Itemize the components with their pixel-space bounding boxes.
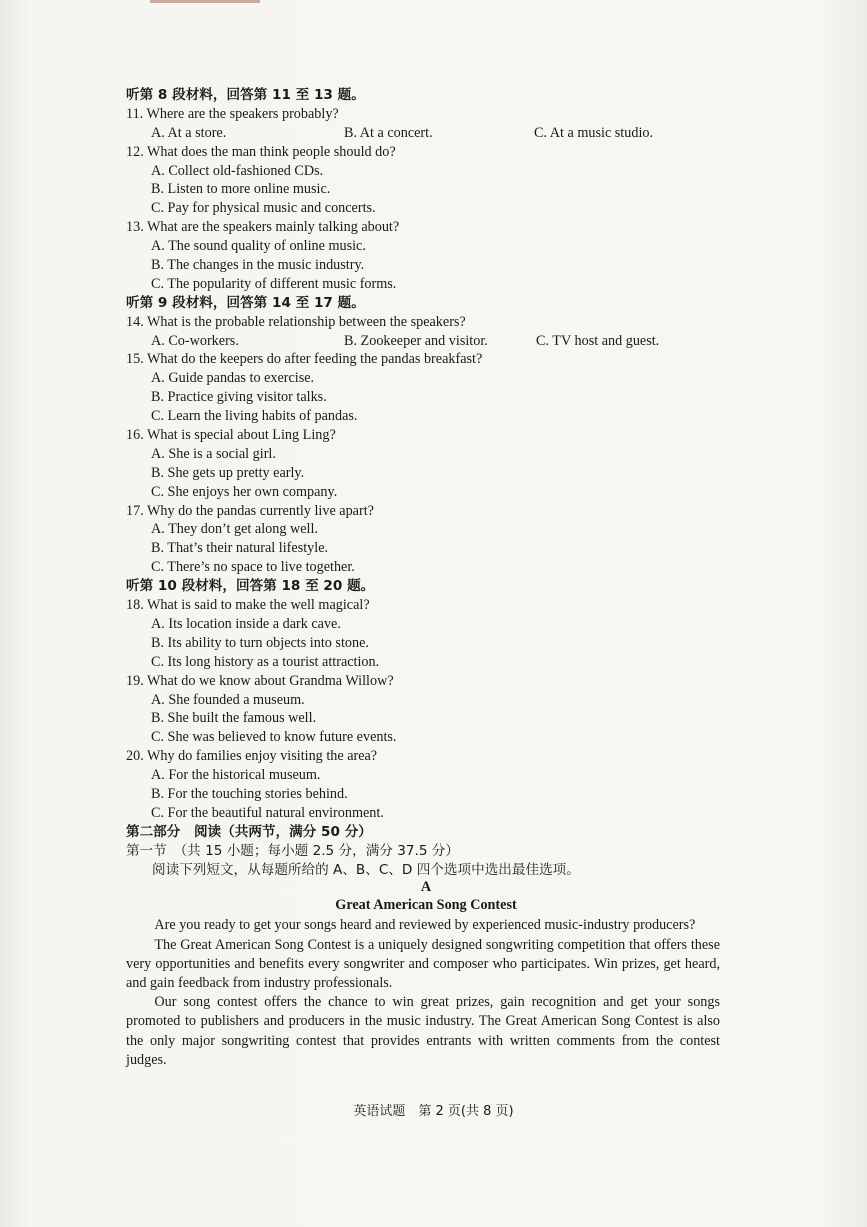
question-18-stem: 18. What is said to make the well magical? <box>126 597 370 614</box>
option-a: A. Its location inside a dark cave. <box>151 615 341 632</box>
page-footer: 英语试题 第 2 页(共 8 页) <box>353 1104 514 1119</box>
question-14-options <box>126 332 726 351</box>
question-11-options <box>126 124 726 143</box>
passage-paragraph-1: Are you ready to get your songs heard and reviewed by experienced music-industry producers? <box>154 917 696 934</box>
option-c: C. She enjoys her own company. <box>151 483 338 500</box>
question-19-stem: 19. What do we know about Grandma Willow? <box>126 672 394 689</box>
option-b: B. For the touching stories behind. <box>151 785 348 802</box>
question-14-stem: 14. What is the probable relationship between the speakers? <box>126 313 466 330</box>
option-c: C. Its long history as a tourist attraction. <box>151 653 380 670</box>
question-11-stem: 11. Where are the speakers probably? <box>126 105 339 122</box>
option-c: C. She was believed to know future events. <box>151 729 397 746</box>
option-b: B. Listen to more online music. <box>151 181 331 198</box>
option-c: C. Learn the living habits of pandas. <box>151 408 358 425</box>
option-b: B. The changes in the music industry. <box>151 257 365 274</box>
option-a: A. For the historical museum. <box>151 767 321 784</box>
part2-header: 第二部分 阅读（共两节，满分 50 分） <box>126 823 372 840</box>
section10-header: 听第 10 段材料，回答第 18 至 20 题。 <box>126 578 375 595</box>
question-16-stem: 16. What is special about Ling Ling? <box>126 427 336 444</box>
question-12-stem: 12. What does the man think people should do? <box>126 143 396 160</box>
option-b: B. She built the famous well. <box>151 710 317 727</box>
option-a: A. She is a social girl. <box>151 445 276 462</box>
option-c: C. Pay for physical music and concerts. <box>151 200 376 217</box>
question-13-stem: 13. What are the speakers mainly talking about? <box>126 219 400 236</box>
option-a: A. The sound quality of online music. <box>151 238 366 255</box>
option-c: C. There’s no space to live together. <box>151 559 355 576</box>
question-20-stem: 20. Why do families enjoy visiting the area? <box>126 748 378 765</box>
option-a: A. Collect old-fashioned CDs. <box>151 162 324 179</box>
option-b: B. Zookeeper and visitor. <box>344 332 488 349</box>
option-a: A. Guide pandas to exercise. <box>151 370 315 387</box>
passage-paragraph-3: Our song contest offers the chance to win great prizes, gain recognition and get your songs promoted to publishers and producers in the music industry. The Great American Song Contest is also the only major songwriting contest that provides entrants with written comments from the contest judges. <box>126 994 720 1068</box>
option-b: B. At a concert. <box>344 124 433 141</box>
option-c: C. For the beautiful natural environment. <box>151 804 384 821</box>
option-c: C. The popularity of different music forms. <box>151 275 397 292</box>
option-b: B. She gets up pretty early. <box>151 464 305 481</box>
scan-mark <box>150 0 260 3</box>
option-a: A. They don’t get along well. <box>151 521 318 538</box>
reading-instructions: 阅读下列短文，从每题所给的 A、B、C、D 四个选项中选出最佳选项。 <box>152 861 580 878</box>
option-a: A. Co-workers. <box>151 332 239 349</box>
option-c: C. At a music studio. <box>534 124 654 141</box>
option-c: C. TV host and guest. <box>536 332 660 349</box>
option-b: B. Practice giving visitor talks. <box>151 389 327 406</box>
option-b: B. Its ability to turn objects into stone. <box>151 634 369 651</box>
passage-paragraph-2: The Great American Song Contest is a uniquely designed songwriting competition that offers these very opportunities and benefits every songwriter and composer who participates. Win prizes, get heard, and gain feedback from industry professionals. <box>126 936 720 992</box>
option-b: B. That’s their natural lifestyle. <box>151 540 329 557</box>
option-a: A. At a store. <box>151 124 227 141</box>
passage-letter: A <box>420 879 432 896</box>
page-content <box>126 86 726 1070</box>
section8-header: 听第 8 段材料，回答第 11 至 13 题。 <box>126 87 365 103</box>
question-15-stem: 15. What do the keepers do after feeding the pandas breakfast? <box>126 351 483 368</box>
part2-section1-header: 第一节 （共 15 小题；每小题 2.5 分，满分 37.5 分） <box>126 842 459 859</box>
section9-header: 听第 9 段材料，回答第 14 至 17 题。 <box>126 294 365 311</box>
option-a: A. She founded a museum. <box>151 691 305 708</box>
question-17-stem: 17. Why do the pandas currently live apart? <box>126 502 374 519</box>
passage-title: Great American Song Contest <box>335 897 517 914</box>
